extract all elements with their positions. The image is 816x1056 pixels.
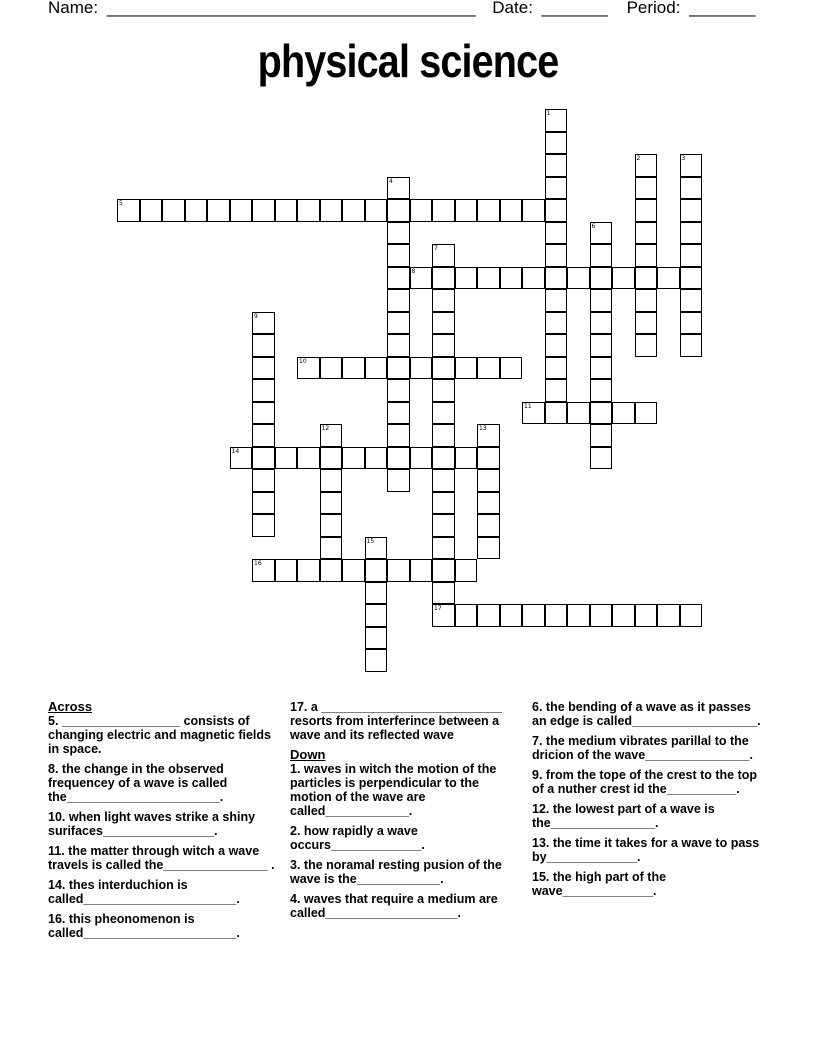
crossword-cell[interactable] [680, 244, 703, 267]
crossword-cell[interactable] [680, 267, 703, 290]
crossword-cell[interactable] [252, 447, 275, 470]
crossword-cell[interactable] [320, 469, 343, 492]
crossword-cell[interactable] [387, 199, 410, 222]
crossword-cell[interactable] [432, 357, 455, 380]
crossword-cell[interactable] [477, 514, 500, 537]
crossword-cell[interactable] [387, 447, 410, 470]
crossword-cell[interactable] [432, 514, 455, 537]
crossword-cell[interactable] [635, 402, 658, 425]
clue-item [48, 878, 280, 906]
crossword-cell[interactable] [365, 604, 388, 627]
crossword-cell[interactable] [320, 447, 343, 470]
clue-text: this pheonomenon is called______________________. [48, 912, 240, 940]
crossword-cell[interactable] [635, 222, 658, 245]
crossword-cell[interactable] [545, 379, 568, 402]
crossword-cell[interactable] [612, 402, 635, 425]
crossword-cell[interactable] [567, 604, 590, 627]
crossword-cell[interactable] [680, 312, 703, 335]
crossword-cell[interactable] [635, 177, 658, 200]
clue-item [290, 762, 522, 818]
crossword-cell[interactable] [387, 402, 410, 425]
crossword-cell[interactable] [140, 199, 163, 222]
clue-column-2 [290, 700, 522, 926]
crossword-cell[interactable] [297, 357, 320, 380]
down-clue-list [290, 762, 522, 920]
clue-item [290, 700, 522, 742]
crossword-cell[interactable] [432, 447, 455, 470]
clue-item [290, 858, 522, 886]
clue-text: the matter through witch a wave travels is called the_______________ . [48, 844, 275, 872]
crossword-cell[interactable] [387, 334, 410, 357]
clue-number: 5. [48, 714, 59, 728]
date-blank[interactable]: _______ [541, 0, 608, 17]
crossword-cell[interactable] [545, 402, 568, 425]
name-blank[interactable]: _______________________________________ [106, 0, 476, 17]
crossword-cell[interactable] [387, 244, 410, 267]
crossword-cell[interactable] [590, 379, 613, 402]
crossword-cell[interactable] [365, 199, 388, 222]
crossword-cell[interactable] [522, 604, 545, 627]
crossword-cell[interactable] [432, 379, 455, 402]
cell-number: 6 [591, 222, 596, 230]
crossword-cell[interactable] [590, 334, 613, 357]
crossword-cell[interactable] [252, 424, 275, 447]
crossword-cell[interactable] [252, 357, 275, 380]
crossword-cell[interactable] [545, 312, 568, 335]
crossword-cell[interactable] [477, 604, 500, 627]
crossword-cell[interactable] [545, 357, 568, 380]
clue-text: from the tope of the crest to the top of a nuther crest id the__________. [532, 768, 758, 796]
clue-text: waves that require a medium are called___________________. [290, 892, 498, 920]
crossword-cell[interactable] [590, 402, 613, 425]
crossword-cell[interactable] [230, 447, 253, 470]
crossword-cell[interactable] [545, 199, 568, 222]
clue-number: 1. [290, 762, 301, 776]
crossword-cell[interactable] [387, 559, 410, 582]
clue-item [290, 892, 522, 920]
crossword-cell[interactable] [680, 154, 703, 177]
clue-text: _________________ consists of changing electric and magnetic fields in space. [48, 714, 271, 756]
clue-item [532, 768, 764, 796]
clue-text: the noramal resting pusion of the wave is the____________. [290, 858, 502, 886]
crossword-cell[interactable] [387, 379, 410, 402]
crossword-cell[interactable] [252, 514, 275, 537]
crossword-cell[interactable] [432, 582, 455, 605]
crossword-cell[interactable] [500, 357, 523, 380]
crossword-cell[interactable] [432, 289, 455, 312]
crossword-cell[interactable] [185, 199, 208, 222]
crossword-cell[interactable] [320, 514, 343, 537]
crossword-cell[interactable] [252, 312, 275, 335]
crossword-cell[interactable] [275, 447, 298, 470]
clue-number: 8. [48, 762, 59, 776]
clue-item [532, 836, 764, 864]
cell-number: 9 [254, 312, 258, 320]
crossword-cell[interactable] [320, 537, 343, 560]
crossword-cell[interactable] [387, 469, 410, 492]
crossword-cell[interactable] [387, 312, 410, 335]
crossword-cell[interactable] [590, 357, 613, 380]
crossword-cell[interactable] [477, 267, 500, 290]
clue-column-1 [48, 700, 280, 946]
crossword-cell[interactable] [320, 199, 343, 222]
crossword-cell[interactable] [432, 312, 455, 335]
crossword-cell[interactable] [635, 289, 658, 312]
crossword-cell[interactable] [567, 267, 590, 290]
crossword-cell[interactable] [680, 177, 703, 200]
crossword-cell[interactable] [432, 402, 455, 425]
crossword-cell[interactable] [365, 627, 388, 650]
across-heading: Across [48, 699, 93, 714]
crossword-cell[interactable] [432, 604, 455, 627]
clue-text: the lowest part of a wave is the_______________. [532, 802, 715, 830]
crossword-cell[interactable] [320, 424, 343, 447]
crossword-cell[interactable] [545, 222, 568, 245]
crossword-cell[interactable] [590, 222, 613, 245]
clue-item [48, 762, 280, 804]
clue-number: 17. [290, 700, 308, 714]
crossword-cell[interactable] [297, 199, 320, 222]
clue-item [532, 802, 764, 830]
crossword-cell[interactable] [477, 447, 500, 470]
crossword-cell[interactable] [500, 199, 523, 222]
crossword-cell[interactable] [590, 447, 613, 470]
crossword-cell[interactable] [297, 447, 320, 470]
crossword-cell[interactable] [365, 582, 388, 605]
crossword-cell[interactable] [590, 267, 613, 290]
crossword-cell[interactable] [252, 492, 275, 515]
crossword-cell[interactable] [545, 267, 568, 290]
clue-number: 16. [48, 912, 66, 926]
clue-number: 15. [532, 870, 550, 884]
crossword-cell[interactable] [545, 604, 568, 627]
student-info-header [48, 0, 759, 18]
clue-column-3 [532, 700, 764, 904]
cell-number: 17 [434, 605, 442, 612]
crossword-cell[interactable] [635, 267, 658, 290]
clue-item [48, 810, 280, 838]
crossword-cell[interactable] [252, 199, 275, 222]
crossword-cell[interactable] [500, 604, 523, 627]
clue-text: waves in witch the motion of the particles is perpendicular to the motion of the wave are called____________. [290, 762, 497, 818]
crossword-cell[interactable] [410, 357, 433, 380]
crossword-cell[interactable] [432, 424, 455, 447]
clue-number: 11. [48, 844, 65, 858]
crossword-cell[interactable] [635, 334, 658, 357]
crossword-cell[interactable] [342, 447, 365, 470]
crossword-cell[interactable] [612, 267, 635, 290]
clue-item [48, 714, 280, 756]
crossword-cell[interactable] [432, 537, 455, 560]
clue-text: thes interduchion is called______________________. [48, 878, 240, 906]
crossword-cell[interactable] [387, 177, 410, 200]
crossword-cell[interactable] [252, 469, 275, 492]
clue-number: 4. [290, 892, 301, 906]
crossword-cell[interactable] [680, 199, 703, 222]
cell-number: 3 [681, 155, 686, 162]
crossword-cell[interactable] [432, 244, 455, 267]
crossword-cell[interactable] [590, 424, 613, 447]
crossword-cell[interactable] [590, 604, 613, 627]
name-label: Name: [48, 0, 99, 17]
crossword-cell[interactable] [432, 492, 455, 515]
crossword-cell[interactable] [432, 334, 455, 357]
crossword-cell[interactable] [342, 199, 365, 222]
crossword-cell[interactable] [320, 559, 343, 582]
crossword-cell[interactable] [455, 447, 478, 470]
crossword-cell[interactable] [635, 244, 658, 267]
crossword-cell[interactable] [410, 447, 433, 470]
clue-number: 6. [532, 700, 543, 714]
crossword-cell[interactable] [545, 334, 568, 357]
clue-item [48, 912, 280, 940]
clue-text: the medium vibrates parillal to the dricion of the wave_______________. [532, 734, 753, 762]
crossword-cell[interactable] [365, 559, 388, 582]
crossword-cell[interactable] [545, 109, 568, 132]
crossword-cell[interactable] [275, 199, 298, 222]
crossword-cell[interactable] [477, 469, 500, 492]
crossword-cell[interactable] [590, 289, 613, 312]
crossword-cell[interactable] [432, 469, 455, 492]
crossword-cell[interactable] [410, 267, 433, 290]
crossword-cell[interactable] [455, 357, 478, 380]
crossword-cell[interactable] [342, 559, 365, 582]
crossword-cell[interactable] [252, 334, 275, 357]
crossword-cell[interactable] [477, 199, 500, 222]
cell-number: 1 [546, 110, 551, 117]
cell-number: 7 [434, 245, 438, 252]
crossword-cell[interactable] [635, 154, 658, 177]
page-title: physical science [257, 35, 559, 87]
crossword-cell[interactable] [522, 199, 545, 222]
down-heading: Down [290, 747, 326, 762]
cell-number: 14 [231, 447, 240, 455]
cell-number: 8 [411, 267, 416, 275]
crossword-cell[interactable] [455, 559, 478, 582]
crossword-cell[interactable] [252, 559, 275, 582]
crossword-cell[interactable] [612, 604, 635, 627]
crossword-cell[interactable] [320, 357, 343, 380]
crossword-cell[interactable] [342, 357, 365, 380]
crossword-cell[interactable] [410, 559, 433, 582]
across-clue-list-continued [290, 700, 522, 742]
across-clue-list [48, 714, 280, 940]
crossword-cell[interactable] [635, 604, 658, 627]
crossword-cell[interactable] [117, 199, 140, 222]
cell-number: 10 [299, 357, 307, 365]
crossword-cell[interactable] [567, 402, 590, 425]
period-blank[interactable]: _______ [689, 0, 756, 17]
crossword-cell[interactable] [522, 402, 545, 425]
cell-number: 4 [389, 177, 393, 185]
crossword-cell[interactable] [590, 244, 613, 267]
crossword-cell[interactable] [387, 222, 410, 245]
crossword-cell[interactable] [545, 244, 568, 267]
crossword-cell[interactable] [320, 492, 343, 515]
crossword-cell[interactable] [275, 559, 298, 582]
crossword-cell[interactable] [387, 289, 410, 312]
clue-item [48, 844, 280, 872]
clue-number: 13. [532, 836, 550, 850]
crossword-cell[interactable] [522, 267, 545, 290]
clue-item [290, 824, 522, 852]
crossword-cell[interactable] [252, 379, 275, 402]
crossword-cell[interactable] [410, 199, 433, 222]
crossword-cell[interactable] [477, 424, 500, 447]
crossword-cell[interactable] [432, 267, 455, 290]
crossword-cell[interactable] [365, 357, 388, 380]
clue-text: the high part of the wave_____________. [532, 870, 667, 898]
crossword-cell[interactable] [635, 199, 658, 222]
crossword-cell[interactable] [387, 267, 410, 290]
crossword-cell[interactable] [365, 447, 388, 470]
crossword-cell[interactable] [297, 559, 320, 582]
crossword-cell[interactable] [477, 357, 500, 380]
cell-number: 13 [479, 425, 487, 432]
crossword-cell[interactable] [455, 604, 478, 627]
crossword-cell[interactable] [230, 199, 253, 222]
crossword-cell[interactable] [477, 537, 500, 560]
crossword-cell[interactable] [680, 289, 703, 312]
crossword-cell[interactable] [252, 402, 275, 425]
crossword-cell[interactable] [680, 334, 703, 357]
clue-number: 9. [532, 768, 543, 782]
crossword-cell[interactable] [455, 199, 478, 222]
crossword-cell[interactable] [365, 537, 388, 560]
crossword-cell[interactable] [545, 289, 568, 312]
crossword-cell[interactable] [365, 649, 388, 672]
crossword-cell[interactable] [207, 199, 230, 222]
crossword-cell[interactable] [657, 267, 680, 290]
clue-number: 3. [290, 858, 301, 872]
clue-text: when light waves strike a shiny surifaces________________. [48, 810, 256, 838]
cell-number: 2 [636, 155, 641, 162]
crossword-cell[interactable] [590, 312, 613, 335]
date-label: Date: [492, 0, 533, 17]
crossword-cell[interactable] [432, 559, 455, 582]
cell-number: 16 [254, 560, 262, 567]
crossword-cell[interactable] [500, 267, 523, 290]
clue-number: 12. [532, 802, 550, 816]
clue-text: the change in the observed frequencey of a wave is called the______________________. [48, 762, 228, 804]
clue-text: the bending of a wave as it passes an edge is called__________________. [532, 700, 761, 728]
cell-number: 11 [524, 402, 532, 410]
crossword-cell[interactable] [545, 154, 568, 177]
crossword-cell[interactable] [680, 604, 703, 627]
cell-number: 12 [321, 425, 330, 432]
clue-text: how rapidly a wave occurs_____________. [290, 824, 425, 852]
crossword-cell[interactable] [455, 267, 478, 290]
cell-number: 5 [119, 200, 123, 207]
crossword-cell[interactable] [680, 222, 703, 245]
crossword-cell[interactable] [162, 199, 185, 222]
clue-item [532, 700, 764, 728]
crossword-cell[interactable] [635, 312, 658, 335]
period-label: Period: [626, 0, 681, 17]
crossword-cell[interactable] [545, 177, 568, 200]
cell-number: 15 [366, 537, 375, 545]
clue-item [532, 870, 764, 898]
crossword-cell[interactable] [477, 492, 500, 515]
crossword-cell[interactable] [387, 424, 410, 447]
crossword-cell[interactable] [657, 604, 680, 627]
clue-number: 7. [532, 734, 543, 748]
crossword-cell[interactable] [387, 357, 410, 380]
clue-number: 2. [290, 824, 301, 838]
down-clue-list-continued [532, 700, 764, 898]
clue-number: 14. [48, 878, 66, 892]
clue-text: a __________________________ resorts from interferince between a wave and its reflected wave [290, 700, 503, 742]
clue-number: 10. [48, 810, 66, 824]
clue-text: the time it takes for a wave to pass by_____________. [532, 836, 760, 864]
crossword-cell[interactable] [432, 199, 455, 222]
clue-item [532, 734, 764, 762]
crossword-cell[interactable] [545, 132, 568, 155]
